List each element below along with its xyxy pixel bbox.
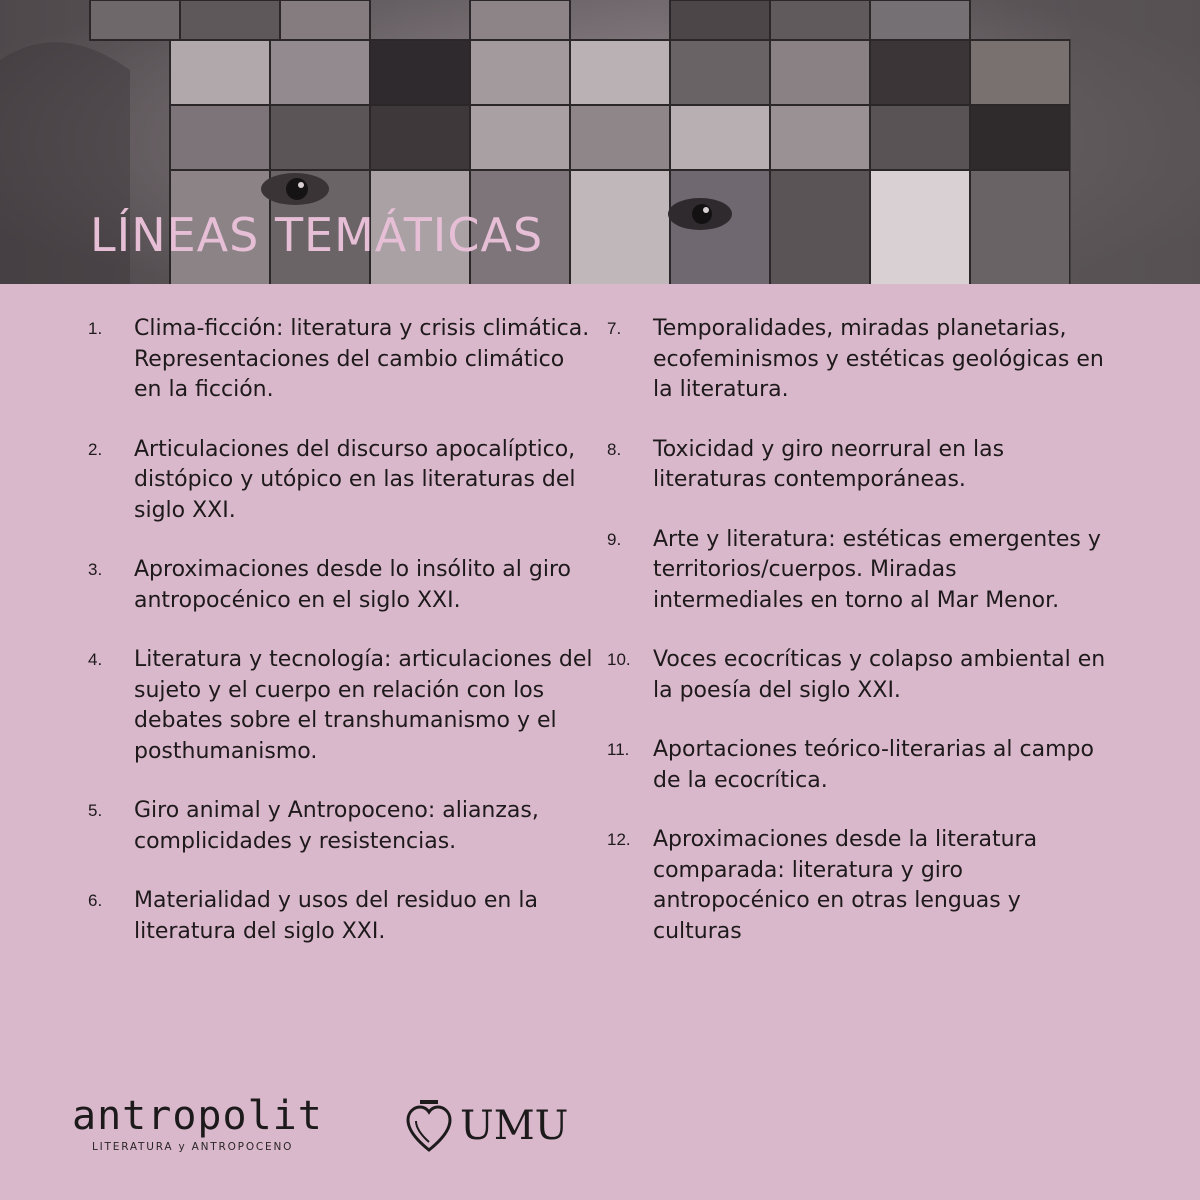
item-text: Aproximaciones desde lo insólito al giro antropocénico en el siglo XXI.	[134, 557, 571, 613]
item-text: Materialidad y usos del residuo en la literatura del siglo XXI.	[134, 888, 538, 944]
item-number: 10.	[607, 650, 631, 669]
item-number: 12.	[607, 830, 631, 849]
item-text: Clima-ficción: literatura y crisis climática. Representaciones del cambio climático en la ficción.	[134, 316, 590, 402]
item-text: Arte y literatura: estéticas emergentes y territorios/cuerpos. Miradas intermediales en torno al Mar Menor.	[653, 526, 1101, 613]
umu-heart-icon	[404, 1098, 454, 1154]
list-item	[88, 555, 593, 616]
item-number: 7.	[607, 319, 622, 338]
umu-logo-text: UMU	[460, 1103, 569, 1149]
item-number: 3.	[88, 560, 103, 579]
list-item	[607, 645, 1107, 706]
eye-right	[668, 198, 732, 230]
antropolit-logo-subtitle: LITERATURA y ANTROPOCENO	[92, 1141, 294, 1153]
header-banner	[0, 0, 1200, 284]
item-text: Toxicidad y giro neorrural en las literaturas contemporáneas.	[653, 436, 1005, 492]
list-item	[607, 735, 1107, 796]
item-number: 6.	[88, 891, 103, 910]
eye-left	[261, 173, 329, 205]
item-text: Aportaciones teórico-literarias al campo de la ecocrítica.	[653, 737, 1094, 793]
item-text: Voces ecocríticas y colapso ambiental en la poesía del siglo XXI.	[653, 647, 1106, 703]
item-number: 8.	[607, 439, 622, 459]
item-number: 11.	[607, 740, 630, 759]
list-item	[88, 435, 593, 527]
page-title: LÍNEAS TEMÁTICAS	[90, 208, 544, 262]
list-item	[88, 796, 593, 857]
themes-list-left	[88, 314, 593, 976]
item-text: Articulaciones del discurso apocalíptico, distópico y utópico en las literaturas del siglo XXI.	[134, 436, 576, 523]
list-item	[607, 435, 1107, 496]
list-item	[607, 525, 1107, 617]
antropolit-logo	[72, 1093, 323, 1153]
item-text: Aproximaciones desde la literatura comparada: literatura y giro antropocénico en otras lenguas y culturas	[653, 827, 1038, 944]
list-item	[607, 825, 1107, 947]
item-text: Temporalidades, miradas planetarias, ecofeminismos y estéticas geológicas en la literatura.	[653, 316, 1104, 402]
list-item	[607, 314, 1107, 406]
item-number: 9.	[607, 529, 622, 549]
item-number: 2.	[88, 439, 103, 459]
item-number: 4.	[88, 650, 103, 669]
item-number: 5.	[88, 801, 103, 820]
item-text: Giro animal y Antropoceno: alianzas, complicidades y resistencias.	[134, 798, 539, 854]
list-item	[88, 886, 593, 947]
item-text: Literatura y tecnología: articulaciones del sujeto y el cuerpo en relación con los debates sobre el transhumanismo y el posthumanismo.	[134, 647, 593, 764]
item-number: 1.	[88, 319, 103, 338]
themes-list-right	[607, 314, 1107, 976]
antropolit-logo-word: antropolit	[72, 1093, 323, 1139]
list-item	[88, 314, 593, 406]
umu-logo	[404, 1098, 568, 1154]
list-item	[88, 645, 593, 767]
